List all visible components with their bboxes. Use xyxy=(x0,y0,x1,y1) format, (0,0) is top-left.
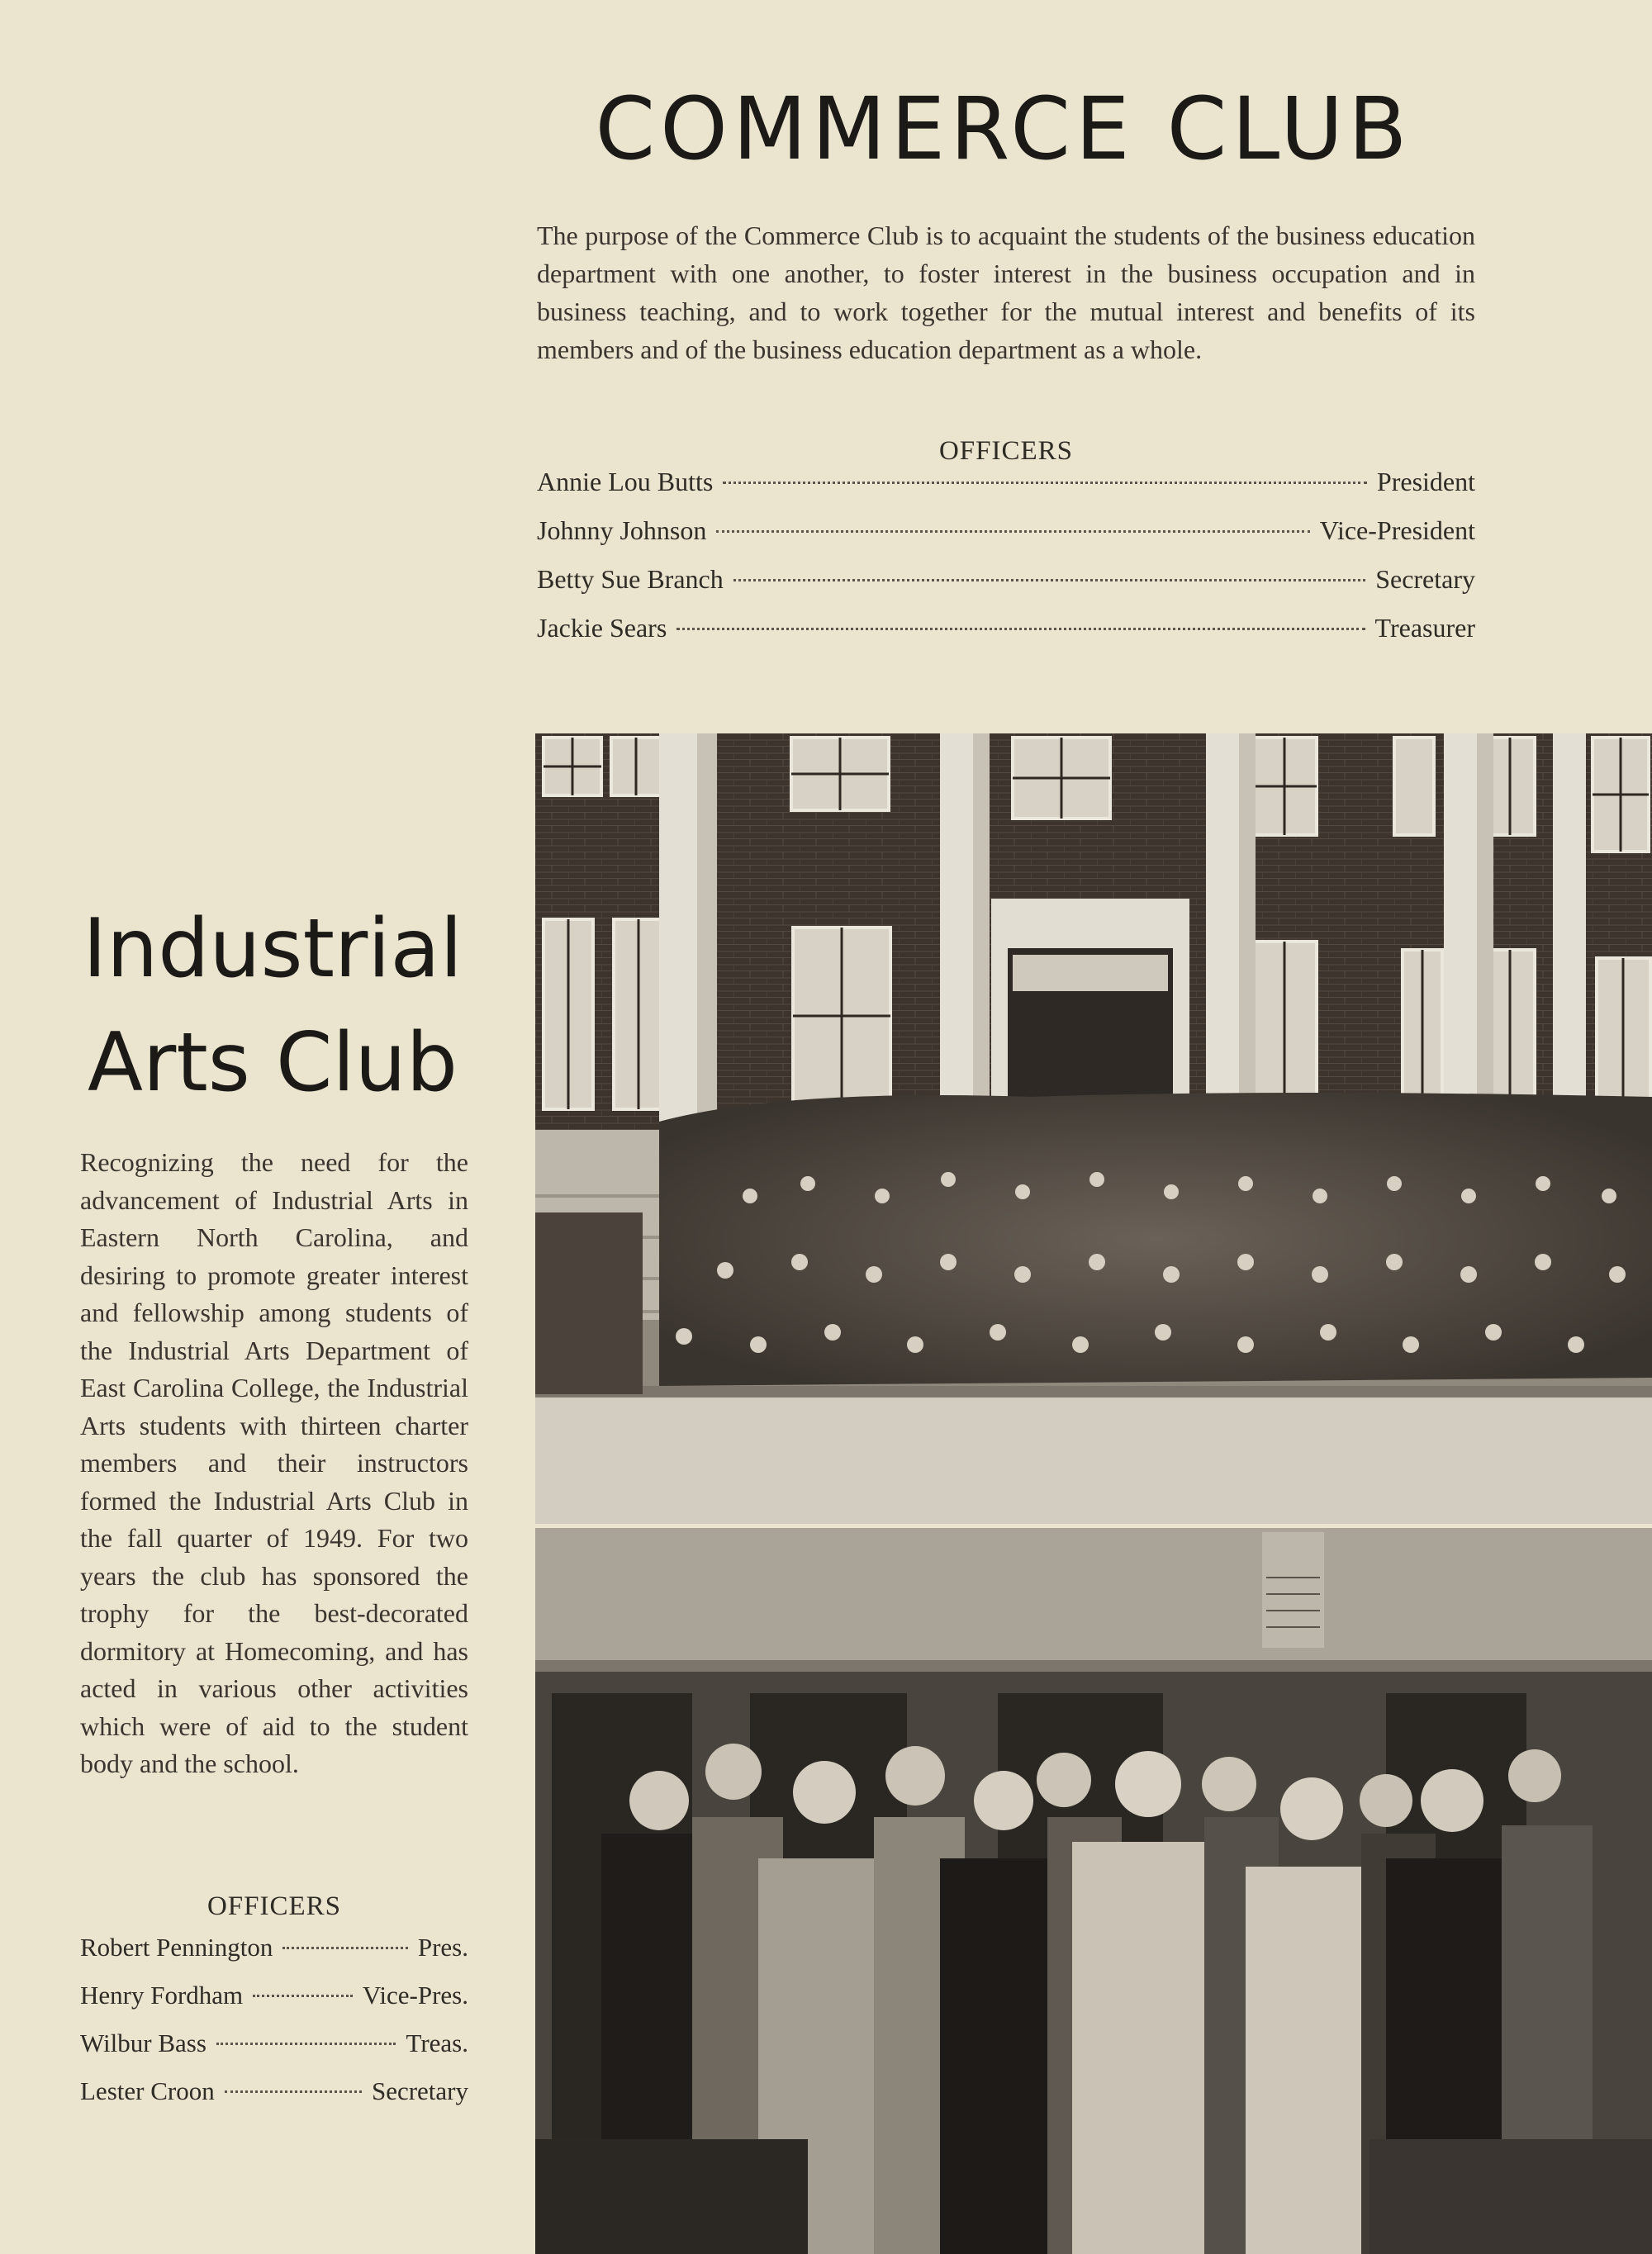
industrial-arts-description: Recognizing the need for the advancement of Industrial Arts in Eastern North Carolina, and desiring to promote greater interest and fellowship among students of the Industrial Arts Department of East Carolina College, the Industrial Arts students with thirteen charter members and their instructors formed the Industrial Arts Club in the fall quarter of 1949. For two years the club has sponsored the trophy for the best-decorated dormitory at Homecoming, and has acted in various other activities which were of aid to the student body and the school. xyxy=(80,1147,468,1778)
industrial-arts-club-title xyxy=(50,892,496,1120)
dot-leader xyxy=(253,1995,353,1997)
ia-title-line1: Industrial xyxy=(83,902,463,996)
officer-role: President xyxy=(1376,467,1475,496)
officer-row xyxy=(537,613,1475,662)
officer-row xyxy=(537,515,1475,564)
building-steps-illustration xyxy=(535,733,1652,1524)
officer-row xyxy=(80,1981,468,2029)
officer-name: Henry Fordham xyxy=(80,1981,244,2010)
dot-leader xyxy=(716,530,1309,533)
dot-leader xyxy=(733,579,1365,581)
commerce-club-group-photo xyxy=(535,733,1652,1524)
officer-name: Lester Croon xyxy=(80,2076,215,2105)
industrial-arts-club-group-photo xyxy=(535,1528,1652,2254)
officer-name: Robert Pennington xyxy=(80,1933,273,1962)
officer-row xyxy=(80,1933,468,1981)
dot-leader xyxy=(676,628,1365,630)
officer-row xyxy=(537,467,1475,515)
officer-name: Johnny Johnson xyxy=(537,515,707,545)
commerce-club-purpose: The purpose of the Commerce Club is to acquaint the students of the business education department with one another, to foster interest in the business occupation and in business teaching, and to work together for the mutual interest and benefits of its members and of the business education department as a whole. xyxy=(537,221,1475,364)
officer-name: Wilbur Bass xyxy=(80,2029,206,2057)
ia-title-line2: Arts Club xyxy=(88,1016,458,1110)
officer-role: Treasurer xyxy=(1374,613,1475,643)
commerce-officers-heading: OFFICERS xyxy=(938,436,1074,466)
ia-officer-list xyxy=(80,1933,468,2124)
officer-role: Vice-President xyxy=(1319,515,1475,545)
club-members-illustration xyxy=(535,1528,1652,2254)
officer-row xyxy=(537,564,1475,613)
officer-row xyxy=(80,2029,468,2076)
officer-name: Jackie Sears xyxy=(537,613,667,643)
officer-row xyxy=(80,2076,468,2124)
officer-name: Betty Sue Branch xyxy=(537,564,724,594)
dot-leader xyxy=(216,2043,396,2045)
dot-leader xyxy=(282,1947,408,1949)
commerce-officer-list xyxy=(537,467,1475,662)
dot-leader xyxy=(723,482,1367,484)
ia-officers-heading: OFFICERS xyxy=(206,1891,342,1921)
dot-leader xyxy=(225,2090,362,2093)
officer-role: Secretary xyxy=(1375,564,1475,594)
officer-role: Pres. xyxy=(417,1933,468,1962)
officer-role: Treas. xyxy=(406,2029,468,2057)
officer-role: Vice-Pres. xyxy=(362,1981,468,2010)
commerce-club-title: COMMERCE CLUB xyxy=(595,78,1412,179)
officer-role: Secretary xyxy=(371,2076,468,2105)
officer-name: Annie Lou Butts xyxy=(537,467,714,496)
